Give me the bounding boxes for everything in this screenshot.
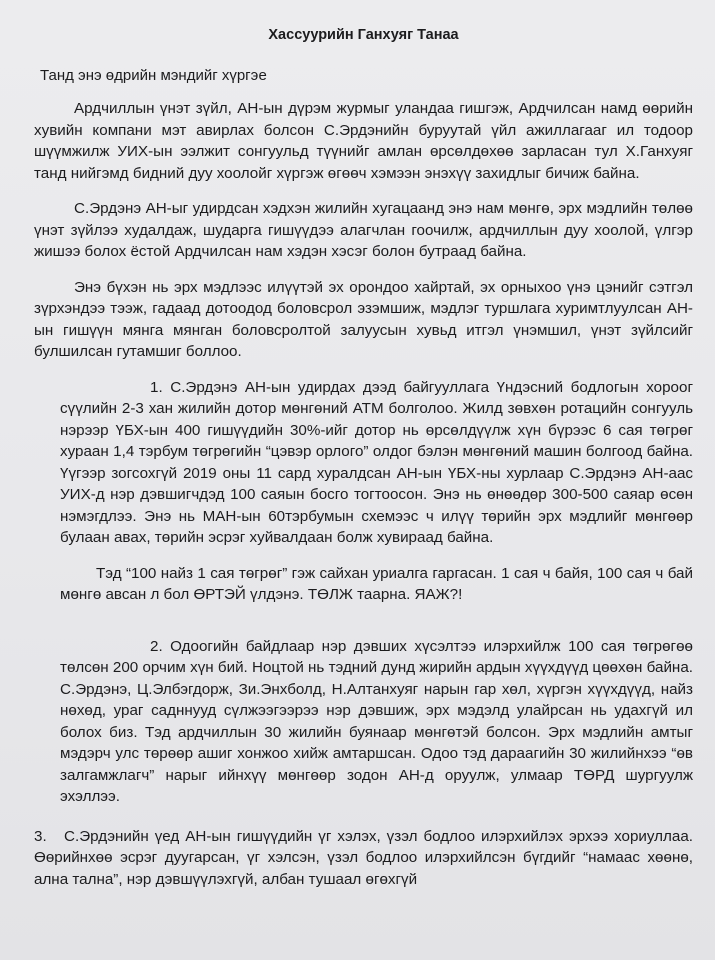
paragraph-1: Ардчиллын үнэт зүйл, АН-ын дүрэм журмыг уландаа гишгэж, Ардчилсан намд өөрийн хувийн компани мэт авирлах болсон С.Эрдэнийн буруутай үйл ажиллагааг ил тодоор шүүмжилж УИХ-ын ээлжит сонгуульд түүнийг амлан өрсөлдөхөө зарласан тул Х.Ганхуяг танд нийгэмд бидний дуу хоолойг хүргэж өгөөч хэмээн энэхүү захидлыг бичиж байна. [34,100,693,182]
letter-title: Хассуурийн Ганхуяг Танаа [268,27,459,43]
paragraph-2: С.Эрдэнэ АН-ыг удирдсан хэдхэн жилийн хугацаанд энэ нам мөнгө, эрх мэдлийн төлөө үнэт зүйлээ худалдаж, шударга гишүүдээ алагчлан гоочилж, ардчиллын дуу хоолой, үлгэр жишээ болох ёстой Ардчилсан нам хэдэн хэсэг болон бутраад байна. [34,200,693,260]
numbered-item-2: 2. Одоогийн байдлаар нэр дэвших хүсэлтээ илэрхийлж 100 сая төгрөгөө төлсөн 200 орчим хүн бий. Ноцтой нь тэдний дунд жирийн ардын хүүхдүүд цөөхөн байна. С.Эрдэнэ, Ц.Элбэгдорж, Зи.Энхболд, Н.Алтанхуяг нарын гар хөл, хүргэн хүүхдүүд, найз нөхөд, ураг садннууд сүлжээгээрээ нэр дэвшиж, эрх мэдэлд улайрсан нь удахгүй ил болох биз. Тэд ардчиллын 30 жилийн буянаар мөнгөтэй болсон. Эрх мэдлийн амтыг мэдэрч улс төрөөр ашиг хонжоо хийж амтаршсан. Одоо тэд дараагийн 30 жилийнхээ “өв залгамжлагч” нарыг ийнхүү мөнгөөр зодон АН-д оруулж, улмаар ТӨРД шургуулж эхэллээ. [60,637,693,805]
paragraph-3: Энэ бүхэн нь эрх мэдлээс илүүтэй эх орондоо хайртай, эх орныхоо үнэ цэнийг сэтгэл зүрхэндээ тээж, гадаад дотоодод боловсрол эзэмшиж, мэдлэг туршлага хуримтлуулсан АН-ын гишүүн мянга мянган боловсролтой залуусын хувьд итгэл үнэмшил, үнэт зүйлсийг булшилсан гутамшиг боллоо. [34,278,693,360]
item-3-number: 3. [34,827,47,845]
numbered-item-1: 1. С.Эрдэнэ АН-ын удирдах дээд байгууллага Үндэсний бодлогын хороог сүүлийн 2-3 хан жилийн дотор мөнгөний АТМ болголоо. Жилд зөвхөн ротацийн сонгууль нэрээр ҮБХ-ын 400 гишүүдийн 30%-ийг дотор нь өрсөлдүүлж хүн бүрээс 6 сая төгрөг хураан 1,4 тэрбум төгрөгийн “цэвэр орлого” олдог бэлэн мөнгөний машин болгоод байна. Үүгээр зогсохгүй 2019 оны 11 сард хуралдсан АН-ын ҮБХ-ны хурлаар С.Эрдэнэ АН-аас УИХ-д нэр дэвшигчдэд 100 саяын босго тогтоосон. Энэ нь өнөөдөр 300-500 саяар өсөн нэмэгдлээ. Энэ нь МАН-ын 60тэрбумын схемээс ч илүү төрийн эрх мэдлийг мөнгөөр булаан авах, төрийн эсрэг хуйвалдаан болж хувираад байна. [60,378,693,546]
numbered-item-3 [34,826,693,891]
item-3-text: С.Эрдэнийн үед АН-ын гишүүдийн үг хэлэх, үзэл бодлоо илэрхийлэх эрхээ хориуллаа. Өөрийнхөө эсрэг дуугарсан, үг хэлсэн, үзэл бодлоо илэрхийлсэн бүгдийг “намаас хөөнө, ална тална”, нэр дэвшүүлэхгүй, албан тушаал өгөхгүй [34,827,693,888]
letter-greeting: Танд энэ өдрийн мэндийг хүргэе [40,67,267,84]
quote-paragraph: Тэд “100 найз 1 сая төгрөг” гэж сайхан уриалга гаргасан. 1 сая ч байя, 100 сая ч бай мөнгө авсан л бол ӨРТЭЙ үлдэнэ. ТӨЛЖ таарна. ЯАЖ?! [60,564,693,603]
